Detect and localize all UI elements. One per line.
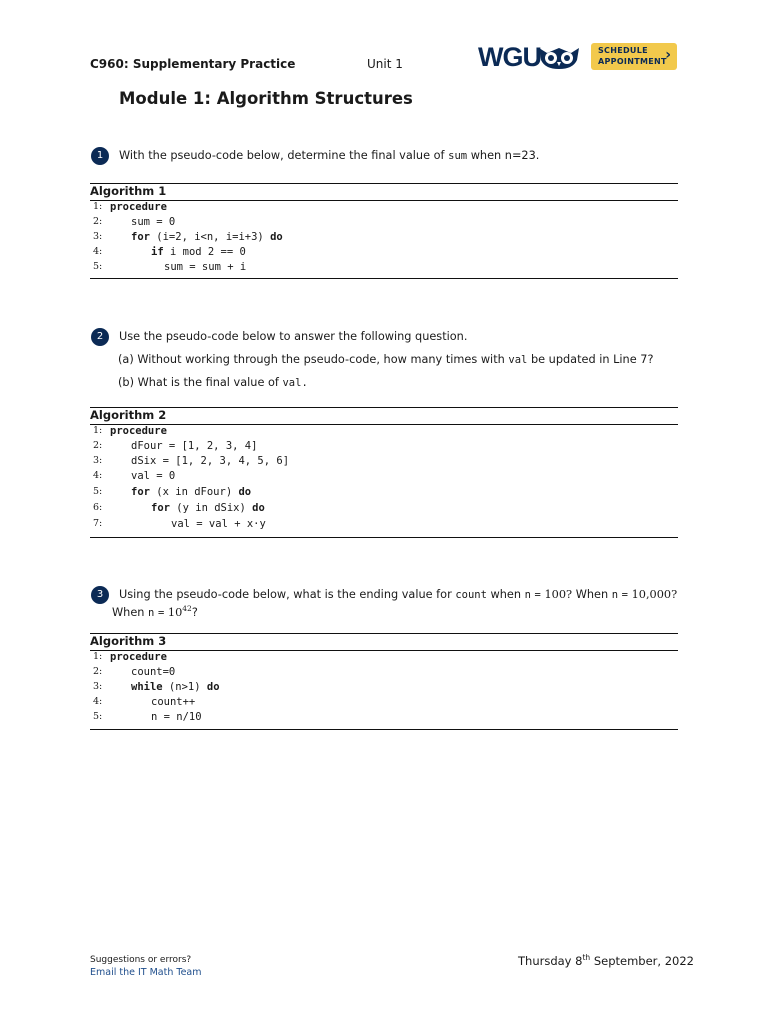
question-number-3: 3 [91,586,109,604]
line-number: 3: [93,681,103,692]
question-3-line-1 [119,588,677,601]
q3-text: When [112,605,145,619]
question-3-line-2 [112,604,198,619]
wgu-logo: WGU [478,42,541,72]
bottom-rule [90,729,678,730]
q3-eq: = [621,589,628,601]
question-2a [118,353,653,366]
q3-eq: = [157,606,165,619]
code-text: for (x in dFour) do [131,486,252,498]
q2a-label: (a) [118,353,134,366]
code-text: while (n>1) do [131,681,220,693]
q3-count-var: count [455,589,487,601]
code-text: n = n/10 [151,711,202,723]
date-prefix: Thursday 8 [518,953,583,968]
course-title: C960: Supplementary Practice [90,57,296,71]
question-number-2: 2 [91,328,109,346]
q3-text: when [490,588,522,601]
code-text: sum = sum + i [164,261,247,273]
schedule-label: SCHEDULE [598,46,648,55]
top-rule [90,183,678,184]
q3-text: When [575,588,609,601]
q2a-var: val [508,354,528,366]
code-text: val = val + x·y [171,518,266,530]
top-rule [90,407,678,408]
q1-n-expr: n=23. [504,149,540,162]
algorithm-3-box [90,633,678,730]
appointment-label: APPOINTMENT [598,57,667,66]
code-text: dFour = [1, 2, 3, 4] [131,440,258,452]
code-text: count++ [151,696,196,708]
page-title: Module 1: Algorithm Structures [119,89,413,108]
line-number: 2: [93,666,103,677]
q1-sum-var: sum [448,150,468,162]
line-number: 6: [93,502,103,513]
code-text: procedure [110,201,167,213]
date-ordinal: th [582,953,591,962]
suggestions-label: Suggestions or errors? [90,955,192,965]
mid-rule [90,424,678,425]
mid-rule [90,650,678,651]
q2b-var: val. [282,377,308,389]
date-suffix: September, 2022 [593,953,694,968]
q3-n-var: n [148,606,155,619]
mid-rule [90,200,678,201]
code-text: for (i=2, i<n, i=i+3) do [131,231,283,243]
bottom-rule [90,278,678,279]
line-number: 1: [93,651,103,662]
code-text: count=0 [131,666,176,678]
line-number: 2: [93,216,103,227]
chevron-right-icon: › [665,47,671,63]
q3-value: 100? [544,588,573,601]
q3-value-base: 10 [167,605,183,619]
question-number-1: 1 [91,147,109,165]
q2a-text: be updated in Line 7? [530,353,654,366]
top-rule [90,633,678,634]
q2a-text: Without working through the pseudo-code, how many times with [137,353,505,366]
line-number: 4: [93,696,103,707]
q3-n-var: n [524,589,531,601]
owl-logo-icon [537,44,581,70]
algorithm-2-box [90,407,678,538]
line-number: 1: [93,425,103,436]
q3-value-exponent: 42 [182,604,192,613]
code-text: if i mod 2 == 0 [151,246,246,258]
q1-text-part: when [470,149,502,162]
question-1-text [119,149,539,162]
line-number: 5: [93,711,103,722]
line-number: 5: [93,261,103,272]
question-2b [118,376,308,389]
line-number: 5: [93,486,103,497]
q3-n-var: n [611,589,619,601]
q3-eq: = [534,589,541,601]
q1-text-part: With the pseudo-code below, determine the final value of [119,149,445,162]
line-number: 2: [93,440,103,451]
q3-question-mark: ? [191,605,198,619]
q2b-label: (b) [118,376,134,389]
code-text: sum = 0 [131,216,176,228]
q3-text: Using the pseudo-code below, what is the ending value for [119,588,452,601]
schedule-appointment-button[interactable] [591,43,677,70]
q2b-text: What is the final value of [137,376,279,389]
algorithm-heading: Algorithm 3 [90,634,167,648]
unit-label: Unit 1 [367,57,403,71]
line-number: 4: [93,246,103,257]
algorithm-heading: Algorithm 2 [90,408,167,422]
code-text: dSix = [1, 2, 3, 4, 5, 6] [131,455,290,467]
code-text: procedure [110,651,167,663]
line-number: 4: [93,470,103,481]
email-it-math-team-link[interactable]: Email the IT Math Team [90,967,202,978]
code-text: for (y in dSix) do [151,502,265,514]
line-number: 1: [93,201,103,212]
algorithm-1-box [90,183,678,279]
algorithm-heading: Algorithm 1 [90,184,167,198]
line-number: 3: [93,231,103,242]
line-number: 7: [93,518,103,529]
code-text: procedure [110,425,167,437]
code-text: val = 0 [131,470,176,482]
date-label [518,953,694,968]
q3-value: 10,000? [631,588,678,601]
bottom-rule [90,537,678,538]
question-2-intro: Use the pseudo-code below to answer the following question. [119,330,468,343]
line-number: 3: [93,455,103,466]
